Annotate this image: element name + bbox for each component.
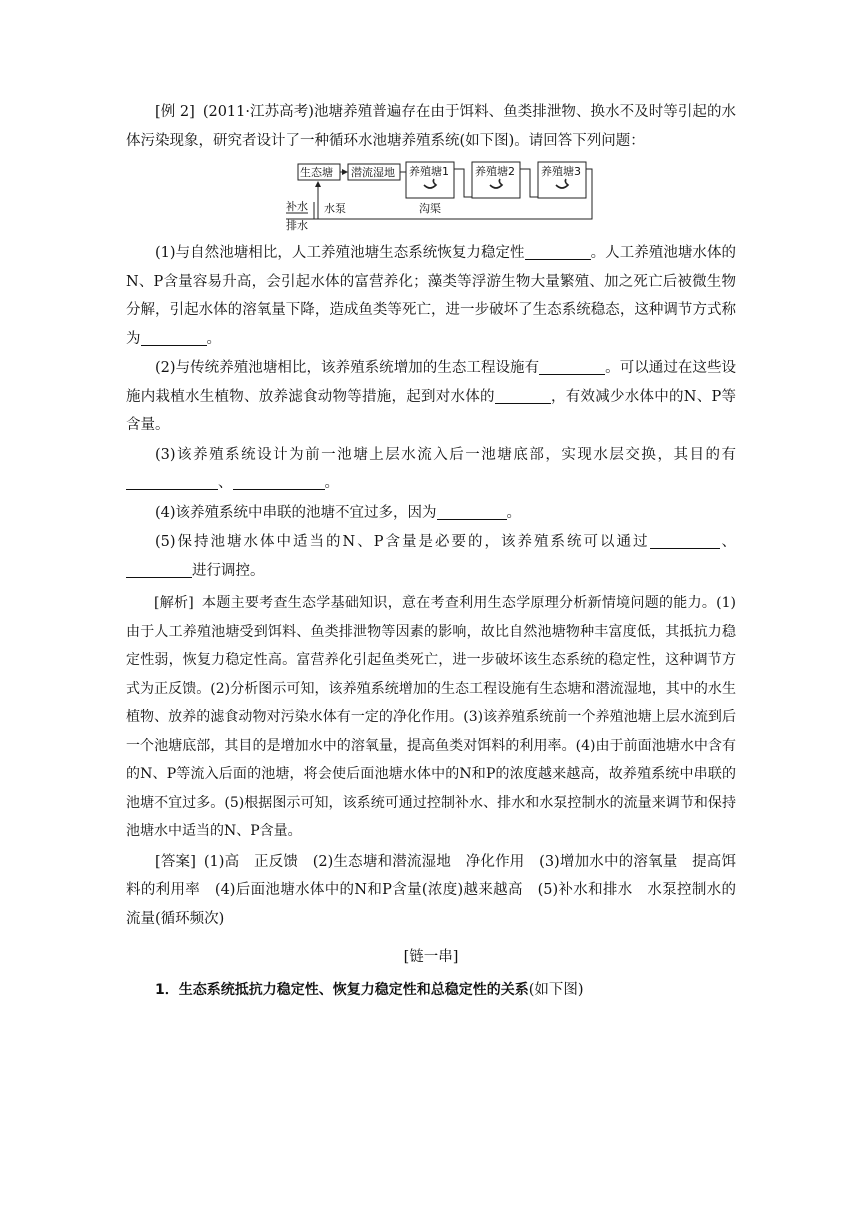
q2-text-a: (2)与传统养殖池塘相比，该养殖系统增加的生态工程设施有 bbox=[155, 360, 540, 376]
point1-normal: (如下图) bbox=[528, 981, 584, 998]
q1-blank-1[interactable] bbox=[525, 245, 591, 261]
q5-text-b: 、 bbox=[719, 534, 737, 550]
question-3 bbox=[126, 441, 736, 498]
question-4 bbox=[126, 499, 736, 528]
point-1 bbox=[126, 976, 736, 1005]
document-page bbox=[126, 98, 736, 1004]
answer-label: [答案] bbox=[155, 853, 196, 870]
q4-text-a: (4)该养殖系统中串联的池塘不宜过多，因为 bbox=[155, 504, 437, 521]
q3-blank-2[interactable] bbox=[233, 475, 325, 491]
example-label: [例 2] bbox=[155, 104, 195, 120]
pond2-label: 养殖塘2 bbox=[475, 165, 515, 178]
q2-text-b: 。可以通过在这些设施内栽植水生植物、放养滤食动物等措施，起到对水体的 bbox=[126, 360, 736, 405]
q1-text-a: (1)与自然池塘相比，人工养殖池塘生态系统恢复力稳定性 bbox=[155, 245, 525, 261]
pump-label: 水泵 bbox=[324, 202, 346, 215]
question-2 bbox=[126, 354, 736, 440]
analysis-label: [解析] bbox=[154, 595, 194, 611]
drain-label: 排水 bbox=[286, 219, 308, 232]
eco-pond-label: 生态塘 bbox=[300, 166, 333, 179]
q5-text-c: 进行调控。 bbox=[192, 562, 265, 579]
source-suffix: ) bbox=[308, 104, 314, 120]
q3-blank-1[interactable] bbox=[126, 475, 218, 491]
q5-blank-2[interactable] bbox=[126, 562, 192, 578]
q1-text-c: 。 bbox=[206, 330, 221, 347]
stem-text: 池塘养殖普遍存在由于饵料、鱼类排泄物、换水不及时等引起的水体污染现象，研究者设计了一种循环水池塘养殖系统(如下图)。请回答下列问题： bbox=[126, 104, 737, 149]
q3-text-a: (3)该养殖系统设计为前一池塘上层水流入后一池塘底部，实现水层交换，其目的有 bbox=[155, 446, 736, 463]
pond-system-diagram bbox=[126, 157, 736, 233]
point1-bold: 1．生态系统抵抗力稳定性、恢复力稳定性和总稳定性的关系 bbox=[155, 981, 529, 998]
question-1 bbox=[126, 239, 736, 353]
q3-text-c: 。 bbox=[324, 475, 339, 491]
q1-text-b: 。人工养殖池塘水体的N、P含量容易升高，会引起水体的富营养化；藻类等浮游生物大量繁殖、加之死亡后被微生物分解，引起水体的溶氧量下降，造成鱼类等死亡，进一步破坏了生态系统稳态，这种调节方式称为 bbox=[126, 245, 736, 347]
pond3-label: 养殖塘3 bbox=[541, 165, 581, 178]
q1-blank-2[interactable] bbox=[141, 330, 207, 346]
q2-text-c: ，有效减少水体中的N、P等含量。 bbox=[126, 388, 736, 433]
pond1-label: 养殖塘1 bbox=[409, 165, 449, 178]
answer-paragraph bbox=[126, 848, 736, 934]
source-prefix: (2011· bbox=[202, 104, 250, 120]
q5-blank-1[interactable] bbox=[650, 534, 720, 550]
q3-text-b: 、 bbox=[218, 475, 233, 491]
question-5 bbox=[126, 528, 736, 585]
analysis-paragraph bbox=[126, 589, 736, 846]
q4-blank-1[interactable] bbox=[437, 504, 507, 520]
example-stem bbox=[126, 98, 736, 155]
q4-text-b: 。 bbox=[506, 504, 522, 521]
link-heading: [链一串] bbox=[403, 949, 459, 965]
answer-text: (1)高 正反馈 (2)生态塘和潜流湿地 净化作用 (3)增加水中的溶氧量 提高饵料的利用率 (4)后面池塘水体中的N和P含量(浓度)越来越高 (5)补水和排水 水泵控制水的流量(循环频次) bbox=[126, 853, 736, 927]
wetland-label: 潜流湿地 bbox=[351, 166, 395, 179]
q2-blank-1[interactable] bbox=[539, 360, 605, 376]
q2-blank-2[interactable] bbox=[495, 388, 551, 404]
analysis-text: 本题主要考查生态学基础知识，意在考查利用生态学原理分析新情境问题的能力。(1)由于人工养殖池塘受到饵料、鱼类排泄物等因素的影响，故比自然池塘物种丰富度低，其抵抗力稳定性弱，恢复力稳定性高。富营养化引起鱼类死亡，进一步破坏该生态系统的稳定性，这种调节方式为正反馈。(2)分析图示可知，该养殖系统增加的生态工程设施有生态塘和潜流湿地，其中的水生植物、放养的滤食动物对污染水体有一定的净化作用。(3)该养殖系统前一个养殖池塘上层水流到后一个池塘底部，其目的是增加水中的溶氧量，提高鱼类对饵料的利用率。(4)由于前面池塘水中含有的N、P等流入后面的池塘，将会使后面池塘水体中的N和P的浓度越来越高，故养殖系统中串联的池塘不宜过多。(5)根据图示可知，该系统可通过控制补水、排水和水泵控制水的流量来调节和保持池塘水中适当的N、P含量。 bbox=[126, 595, 736, 839]
refill-label: 补水 bbox=[286, 200, 308, 213]
q5-text-a: (5)保持池塘水体中适当的N、P含量是必要的，该养殖系统可以通过 bbox=[155, 534, 650, 550]
source-name: 江苏高考 bbox=[249, 104, 309, 120]
channel-label: 沟渠 bbox=[419, 202, 441, 215]
